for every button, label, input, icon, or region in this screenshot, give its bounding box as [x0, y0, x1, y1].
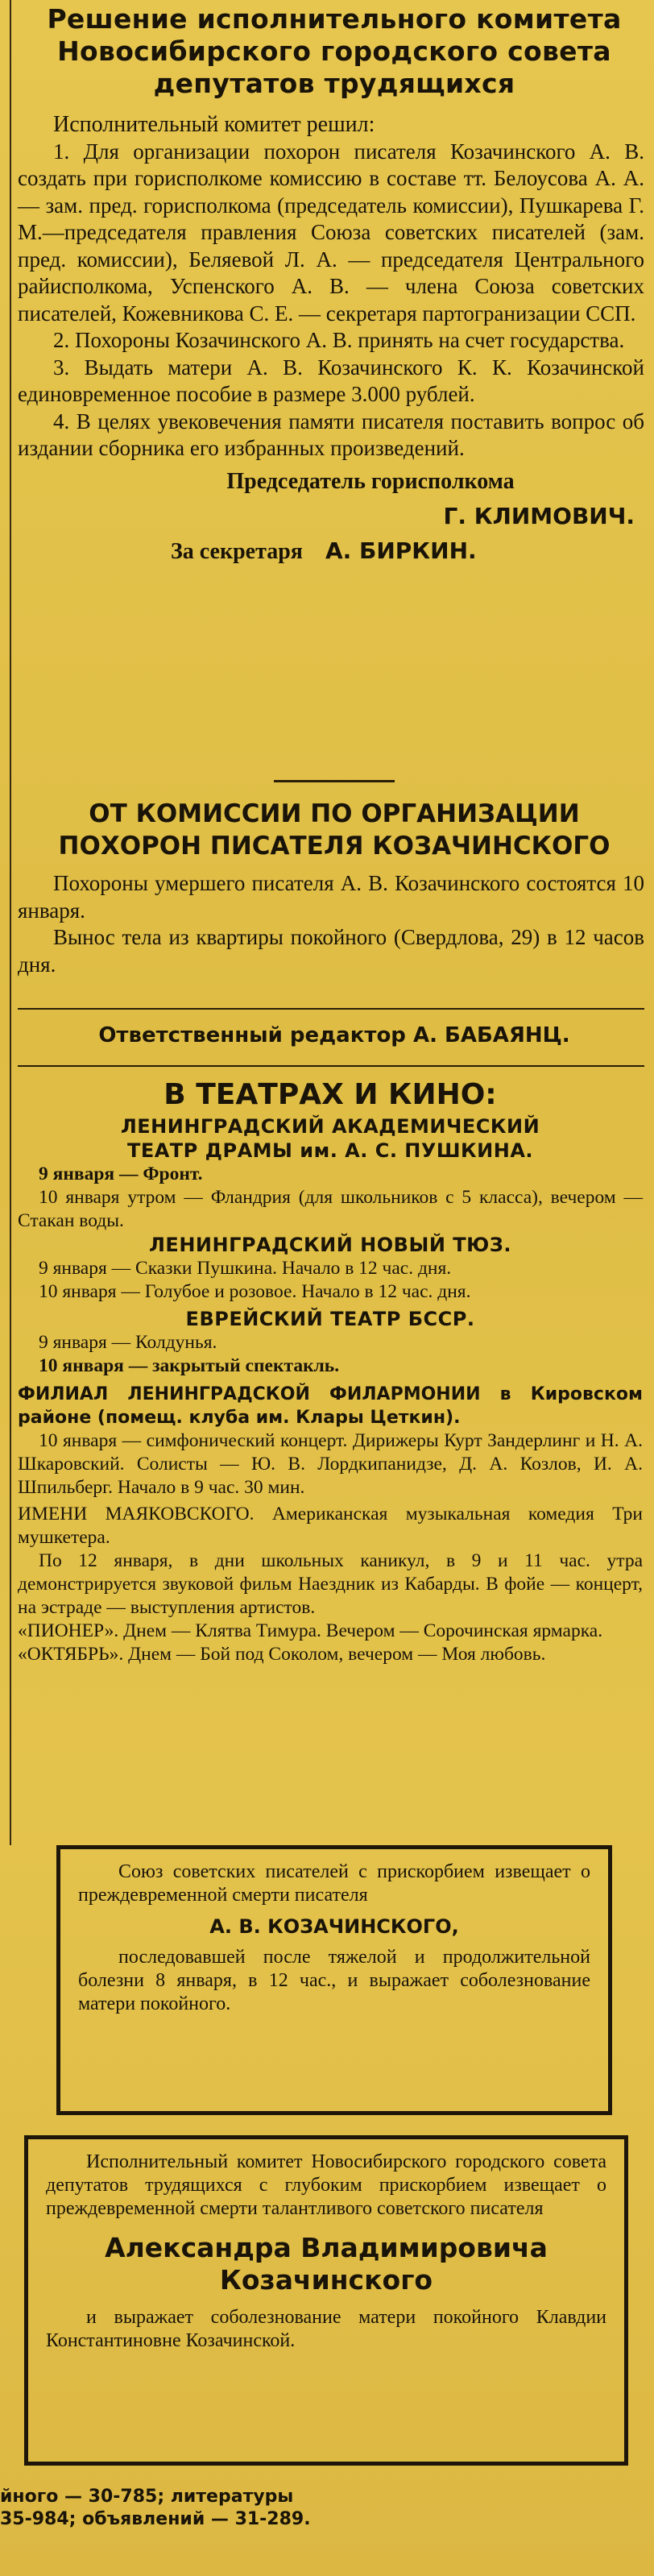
commission-paragraph: Похороны умершего писателя А. В. Козачинского состоятся 10 января.	[18, 871, 644, 923]
decree-title-line: депутатов трудящихся	[153, 68, 515, 99]
decree-body	[18, 111, 651, 463]
theatres-heading: В ТЕАТРАХ И КИНО:	[164, 1078, 497, 1111]
divider-rule	[18, 1065, 644, 1067]
divider-rule	[274, 780, 395, 782]
listing-entry: 9 января — Колдунья.	[39, 1332, 217, 1353]
obituary-box	[56, 1845, 612, 2115]
listing-entry: «ПИОНЕР». Днем — Клятва Тимура. Вечером — Сорочинская ярмарка.	[18, 1620, 603, 1641]
signature-title: Председатель горисполкома	[226, 468, 515, 494]
listing-entry: 10 января — закрытый спектакль.	[39, 1355, 340, 1376]
decree-item: 1. Для организации похорон писателя Козачинского А. В. создать при горисполкоме комиссию в составе тт. Белоусова А. А. — зам. пред. горисполкома (председатель комиссии), Пушкарева Г. М.—председателя правления Союза советских писателей (зам. пред. комиссии), Беляевой Л. А. — председателя Центрального райисполкома, Успенского А. В. — члена Союза советских писателей, Кожевникова С. Е. — секретаря партогранизации ССП.	[18, 139, 644, 326]
venue-title: ЛЕНИНГРАДСКИЙ НОВЫЙ ТЮЗ.	[149, 1234, 511, 1256]
obituary-paragraph: последовавшей после тяжелой и продолжительной болезни 8 января, в 12 час., и выражает соболезнование матери покойного.	[78, 1947, 590, 2014]
obituary-paragraph: Союз советских писателей с прискорбием извещает о преждевременной смерти писателя	[78, 1861, 590, 1906]
obituary-name-line: Козачинского	[219, 2264, 433, 2296]
obituary-name: А. В. КОЗАЧИНСКОГО,	[209, 1915, 459, 1938]
obituary-paragraph: и выражает соболезнование матери покойного Клавдии Константиновне Козачинской.	[46, 2307, 606, 2351]
signature-block-1	[18, 503, 651, 529]
decree-item: 4. В целях увековечения памяти писателя поставить вопрос об издании сборника его избранных произведений.	[18, 409, 644, 460]
signature-block-2	[18, 537, 651, 565]
listing-entry: 9 января — Фронт.	[39, 1164, 203, 1184]
footer-line: йного — 30-785; литературы	[0, 2487, 294, 2507]
commission-title	[18, 798, 651, 862]
listing-entry: 9 января — Сказки Пушкина. Начало в 12 час. дня.	[39, 1258, 452, 1279]
venue-title: ЕВРЕЙСКИЙ ТЕАТР БССР.	[185, 1308, 475, 1330]
commission-title-line: ПОХОРОН ПИСАТЕЛЯ КОЗАЧИНСКОГО	[58, 832, 611, 861]
signature-name: Г. КЛИМОВИЧ.	[443, 502, 635, 529]
obituary-text	[46, 2151, 606, 2221]
decree-title-line: Решение исполнительного комитета	[47, 3, 622, 35]
signature-role: За секретаря	[171, 538, 303, 564]
venue-listing	[18, 1429, 643, 1500]
obituary-name-line: Александра Владимировича	[105, 2232, 548, 2263]
cinema-listing	[18, 1503, 643, 1666]
obituary-paragraph: Исполнительный комитет Новосибирского городского совета депутатов трудящихся с глубоким прискорбием извещает о преждевременной смерти талантливого советского писателя	[46, 2151, 606, 2219]
signature-name: А. БИРКИН.	[325, 537, 477, 564]
decree-section	[18, 3, 651, 565]
venue-title: ФИЛИАЛ ЛЕНИНГРАДСКОЙ ФИЛАРМОНИИ в Кировском районе (помещ. клуба им. Клары Цеткин).	[18, 1384, 643, 1428]
venue-title-line: ЛЕНИНГРАДСКИЙ АКАДЕМИЧЕСКИЙ	[120, 1115, 540, 1138]
obituary-text	[78, 1860, 590, 1907]
footer-line: 35-984; объявлений — 31-289.	[0, 2509, 311, 2529]
editor-line: Ответственный редактор А. БАБАЯНЦ.	[98, 1023, 570, 1047]
decree-item: 3. Выдать матери А. В. Козачинского К. К. Козачинской единовременное пособие в размере 3.000 рублей.	[18, 355, 644, 406]
listing-entry: 10 января — симфонический концерт. Дирижеры Курт Зандерлинг и Н. А. Шкаровский. Солисты — Ю. В. Лордкипанидзе, Д. А. Козлов, И. А. Шпильберг. Начало в 9 час. 30 мин.	[18, 1430, 643, 1498]
obituary-text	[46, 2306, 606, 2353]
decree-title-line: Новосибирского городского совета	[57, 35, 611, 67]
decree-title	[18, 3, 651, 100]
divider-rule	[18, 1008, 644, 1010]
listing-entry: По 12 января, в дни школьных каникул, в 9 и 11 час. утра демонстрируется звуковой фильм Наездник из Кабарды. В фойе — концерт, на эстраде — выступления артистов.	[18, 1550, 643, 1618]
column-divider	[0, 0, 11, 1845]
venue-title-line: ТЕАТР ДРАМЫ им. А. С. ПУШКИНА.	[126, 1139, 534, 1162]
obituary-name	[46, 2232, 606, 2296]
venue-listing	[18, 1163, 643, 1233]
commission-paragraph: Вынос тела из квартиры покойного (Свердлова, 29) в 12 часов дня.	[18, 925, 644, 977]
listing-entry: «ОКТЯБРЬ». Днем — Бой под Соколом, вечером — Моя любовь.	[18, 1644, 546, 1665]
commission-section	[18, 798, 651, 978]
venue-listing	[18, 1257, 643, 1304]
commission-body	[18, 870, 651, 978]
venue-title	[18, 1114, 643, 1163]
obituary-box	[24, 2135, 628, 2466]
listing-entry: 10 января утром — Фландрия (для школьников с 5 класса), вечером — Стакан воды.	[18, 1187, 643, 1231]
listing-entry: 10 января — Голубое и розовое. Начало в 12 час. дня.	[39, 1281, 471, 1302]
decree-lead: Исполнительный комитет решил:	[53, 112, 375, 137]
listing-entry: ИМЕНИ МАЯКОВСКОГО. Американская музыкальная комедия Три мушкетера.	[18, 1504, 643, 1548]
commission-title-line: ОТ КОМИССИИ ПО ОРГАНИЗАЦИИ	[89, 799, 580, 828]
obituary-text	[78, 1946, 590, 2016]
footer-contacts	[0, 2486, 451, 2531]
theatres-section	[18, 1078, 651, 1666]
decree-item: 2. Похороны Козачинского А. В. принять на счет государства.	[53, 328, 625, 352]
venue-listing	[18, 1331, 643, 1378]
